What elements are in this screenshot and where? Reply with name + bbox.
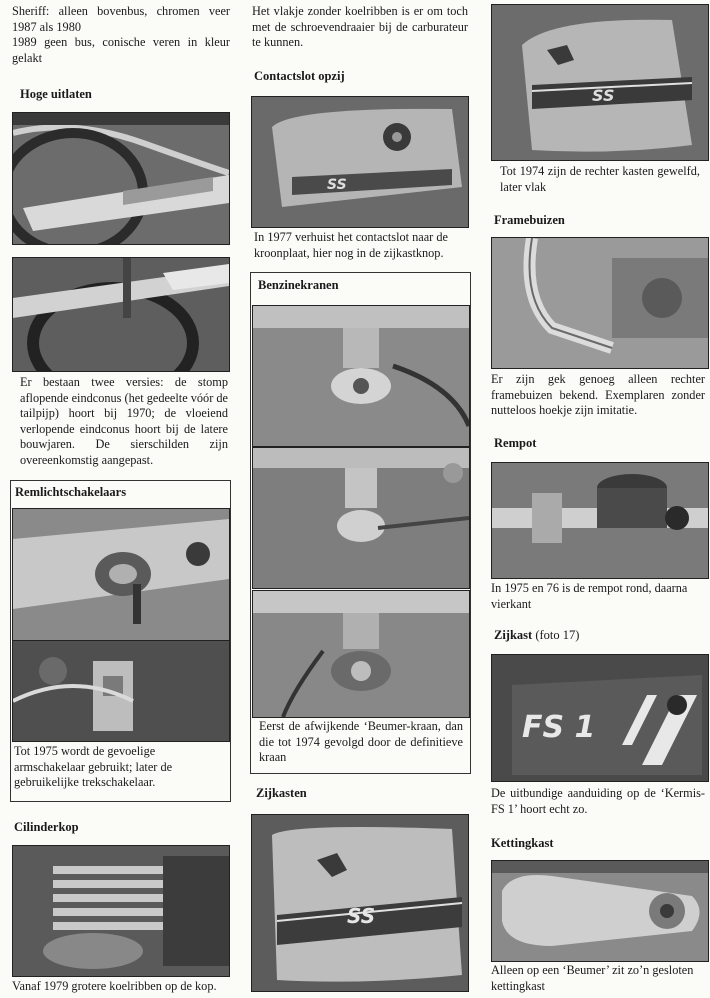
fs1-badge: FS 1: [522, 710, 596, 745]
caption-framebuizen: Er zijn gek genoeg alleen rechter framebuizen bekend. Exemplaren zonder nutteloos hoekje zijn imitatie.: [491, 372, 705, 418]
caption-contactslot: In 1977 verhuist het contactslot naar de kroonplaat, hier nog in de zijkastknop.: [254, 230, 448, 260]
photo-frame-tubes: [491, 237, 709, 369]
heading-zijkasten: Zijkasten: [256, 786, 307, 800]
intro-line-2: 1989 geen bus, conische veren in kleur gelakt: [12, 35, 230, 65]
caption-benzinekranen: Eerst de afwijkende ‘Beumer-kraan, dan die tot 1974 gevolgd door de definitieve kraan: [259, 719, 463, 765]
heading-kettingkast: Kettingkast: [491, 836, 554, 850]
photo-exhaust-1: [12, 112, 230, 245]
heading-hoge-uitlaten: Hoge uitlaten: [20, 87, 92, 101]
caption-kettingkast: Alleen op een ‘Beumer’ zit zo’n gesloten kettingkast: [491, 963, 694, 993]
heading-contactslot: Contactslot opzij: [254, 69, 345, 83]
photo-fuel-tap-1: [252, 305, 470, 447]
caption-cilinderkop: Vanaf 1979 grotere koelribben op de kop.: [12, 979, 217, 993]
photo-fuel-tap-3: [252, 590, 470, 718]
col1-intro: [12, 4, 230, 66]
heading-cilinderkop: Cilinderkop: [14, 820, 79, 834]
photo-master-cylinder: [491, 462, 709, 579]
ss-badge: SS: [327, 177, 347, 193]
ss-badge: SS: [592, 86, 615, 105]
caption-rempot: In 1975 en 76 is de rempot rond, daarna vierkant: [491, 581, 688, 611]
photo-brake-switch-2: [12, 640, 230, 742]
photo-exhaust-2: [12, 257, 230, 372]
heading-benzinekranen: Benzinekranen: [258, 278, 339, 292]
photo-cylinder-head: [12, 845, 230, 977]
caption-zijkast: De uitbundige aanduiding op de ‘Kermis-FS 1’ hoort echt zo.: [491, 786, 705, 816]
caption-remlicht: Tot 1975 wordt de gevoelige armschakelaar gebruikt; later de gebruikelijke trekschakelaar.: [14, 744, 173, 790]
heading-zijkast: [494, 628, 579, 643]
caption-zijkasten: Tot 1974 zijn de rechter kasten gewelfd, later vlak: [500, 164, 700, 194]
heading-remlicht: Remlichtschakelaars: [15, 485, 127, 499]
photo-right-cover: [491, 4, 709, 161]
photo-ignition-lock: [251, 96, 469, 228]
caption-hoge-uitlaten: Er bestaan twee versies: de stomp aflopende eindconus (het gedeelte vóór de tailpijp) hoort bij 1970; de vloeiend verlopende eindconus hoort bij de latere bouwjaren. De sierschilden zijn overeenkomstig aangepast.: [20, 375, 228, 467]
photo-brake-switch-1: [12, 508, 230, 641]
heading-zijkast-note: (foto 17): [535, 628, 580, 642]
photo-side-cover-ss: [251, 814, 469, 992]
heading-rempot: Rempot: [494, 436, 537, 450]
heading-zijkast-text: Zijkast: [494, 628, 533, 642]
photo-fuel-tap-2: [252, 447, 470, 589]
heading-framebuizen: Framebuizen: [494, 213, 565, 227]
photo-side-cover-fs1: [491, 654, 709, 782]
intro-line-1: Sheriff: alleen bovenbus, chromen veer 1987 als 1980: [12, 4, 230, 34]
col2-intro: Het vlakje zonder koelribben is er om toch met de schroevendraaier bij de carburateur te kunnen.: [252, 4, 468, 50]
ss-badge: SS: [347, 904, 376, 928]
photo-chain-case: [491, 860, 709, 962]
